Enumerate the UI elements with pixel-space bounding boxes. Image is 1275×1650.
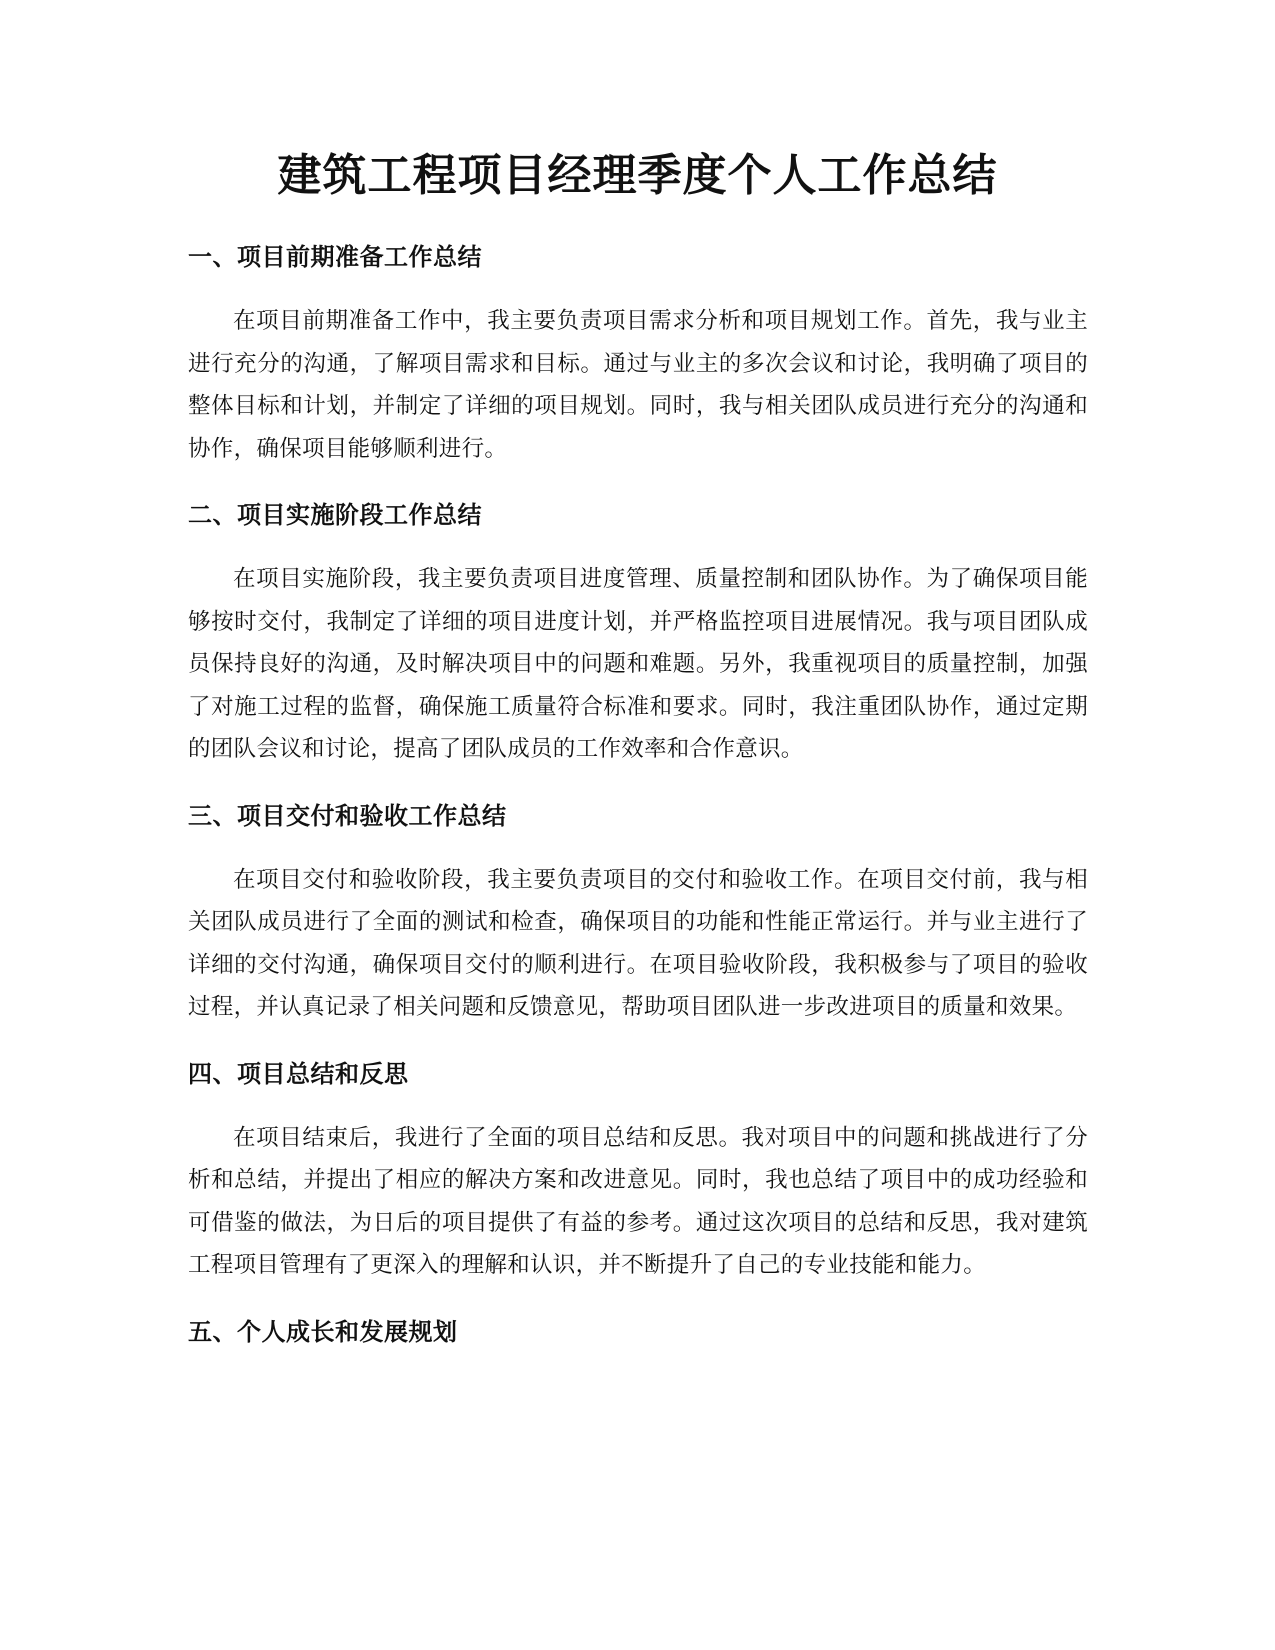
section-heading: 四、项目总结和反思 (188, 1059, 409, 1088)
section-growth (188, 1315, 1088, 1349)
document-body (188, 240, 1088, 1375)
section-heading: 二、项目实施阶段工作总结 (188, 501, 482, 529)
section-paragraph: 在项目交付和验收阶段，我主要负责项目的交付和验收工作。在项目交付前，我与相关团队成员进行了全面的测试和检查，确保项目的功能和性能正常运行。并与业主进行了详细的交付沟通，确保项目交付的顺利进行。在项目验收阶段，我积极参与了项目的验收过程，并认真记录了相关问题和反馈意见，帮助项目团队进一步改进项目的质量和效果。 (188, 866, 1088, 1020)
section-delivery (188, 799, 1088, 1029)
section-paragraph: 在项目前期准备工作中，我主要负责项目需求分析和项目规划工作。首先，我与业主进行充分的沟通，了解项目需求和目标。通过与业主的多次会议和讨论，我明确了项目的整体目标和计划，并制定了详细的项目规划。同时，我与相关团队成员进行充分的沟通和协作，确保项目能够顺利进行。 (188, 308, 1088, 462)
document-title: 建筑工程项目经理季度个人工作总结 (277, 150, 998, 201)
section-heading: 一、项目前期准备工作总结 (188, 243, 482, 271)
section-heading: 五、个人成长和发展规划 (188, 1317, 458, 1346)
section-paragraph: 在项目实施阶段，我主要负责项目进度管理、质量控制和团队协作。为了确保项目能够按时交付，我制定了详细的项目进度计划，并严格监控项目进展情况。我与项目团队成员保持良好的沟通，及时解决项目中的问题和难题。另外，我重视项目的质量控制，加强了对施工过程的监督，确保施工质量符合标准和要求。同时，我注重团队协作，通过定期的团队会议和讨论，提高了团队成员的工作效率和合作意识。 (188, 566, 1088, 762)
section-implementation (188, 498, 1088, 771)
section-heading: 三、项目交付和验收工作总结 (188, 801, 507, 830)
section-preparation (188, 240, 1088, 470)
section-reflection (188, 1057, 1088, 1287)
section-paragraph: 在项目结束后，我进行了全面的项目总结和反思。我对项目中的问题和挑战进行了分析和总结，并提出了相应的解决方案和改进意见。同时，我也总结了项目中的成功经验和可借鉴的做法，为日后的项目提供了有益的参考。通过这次项目的总结和反思，我对建筑工程项目管理有了更深入的理解和认识，并不断提升了自己的专业技能和能力。 (188, 1124, 1088, 1278)
